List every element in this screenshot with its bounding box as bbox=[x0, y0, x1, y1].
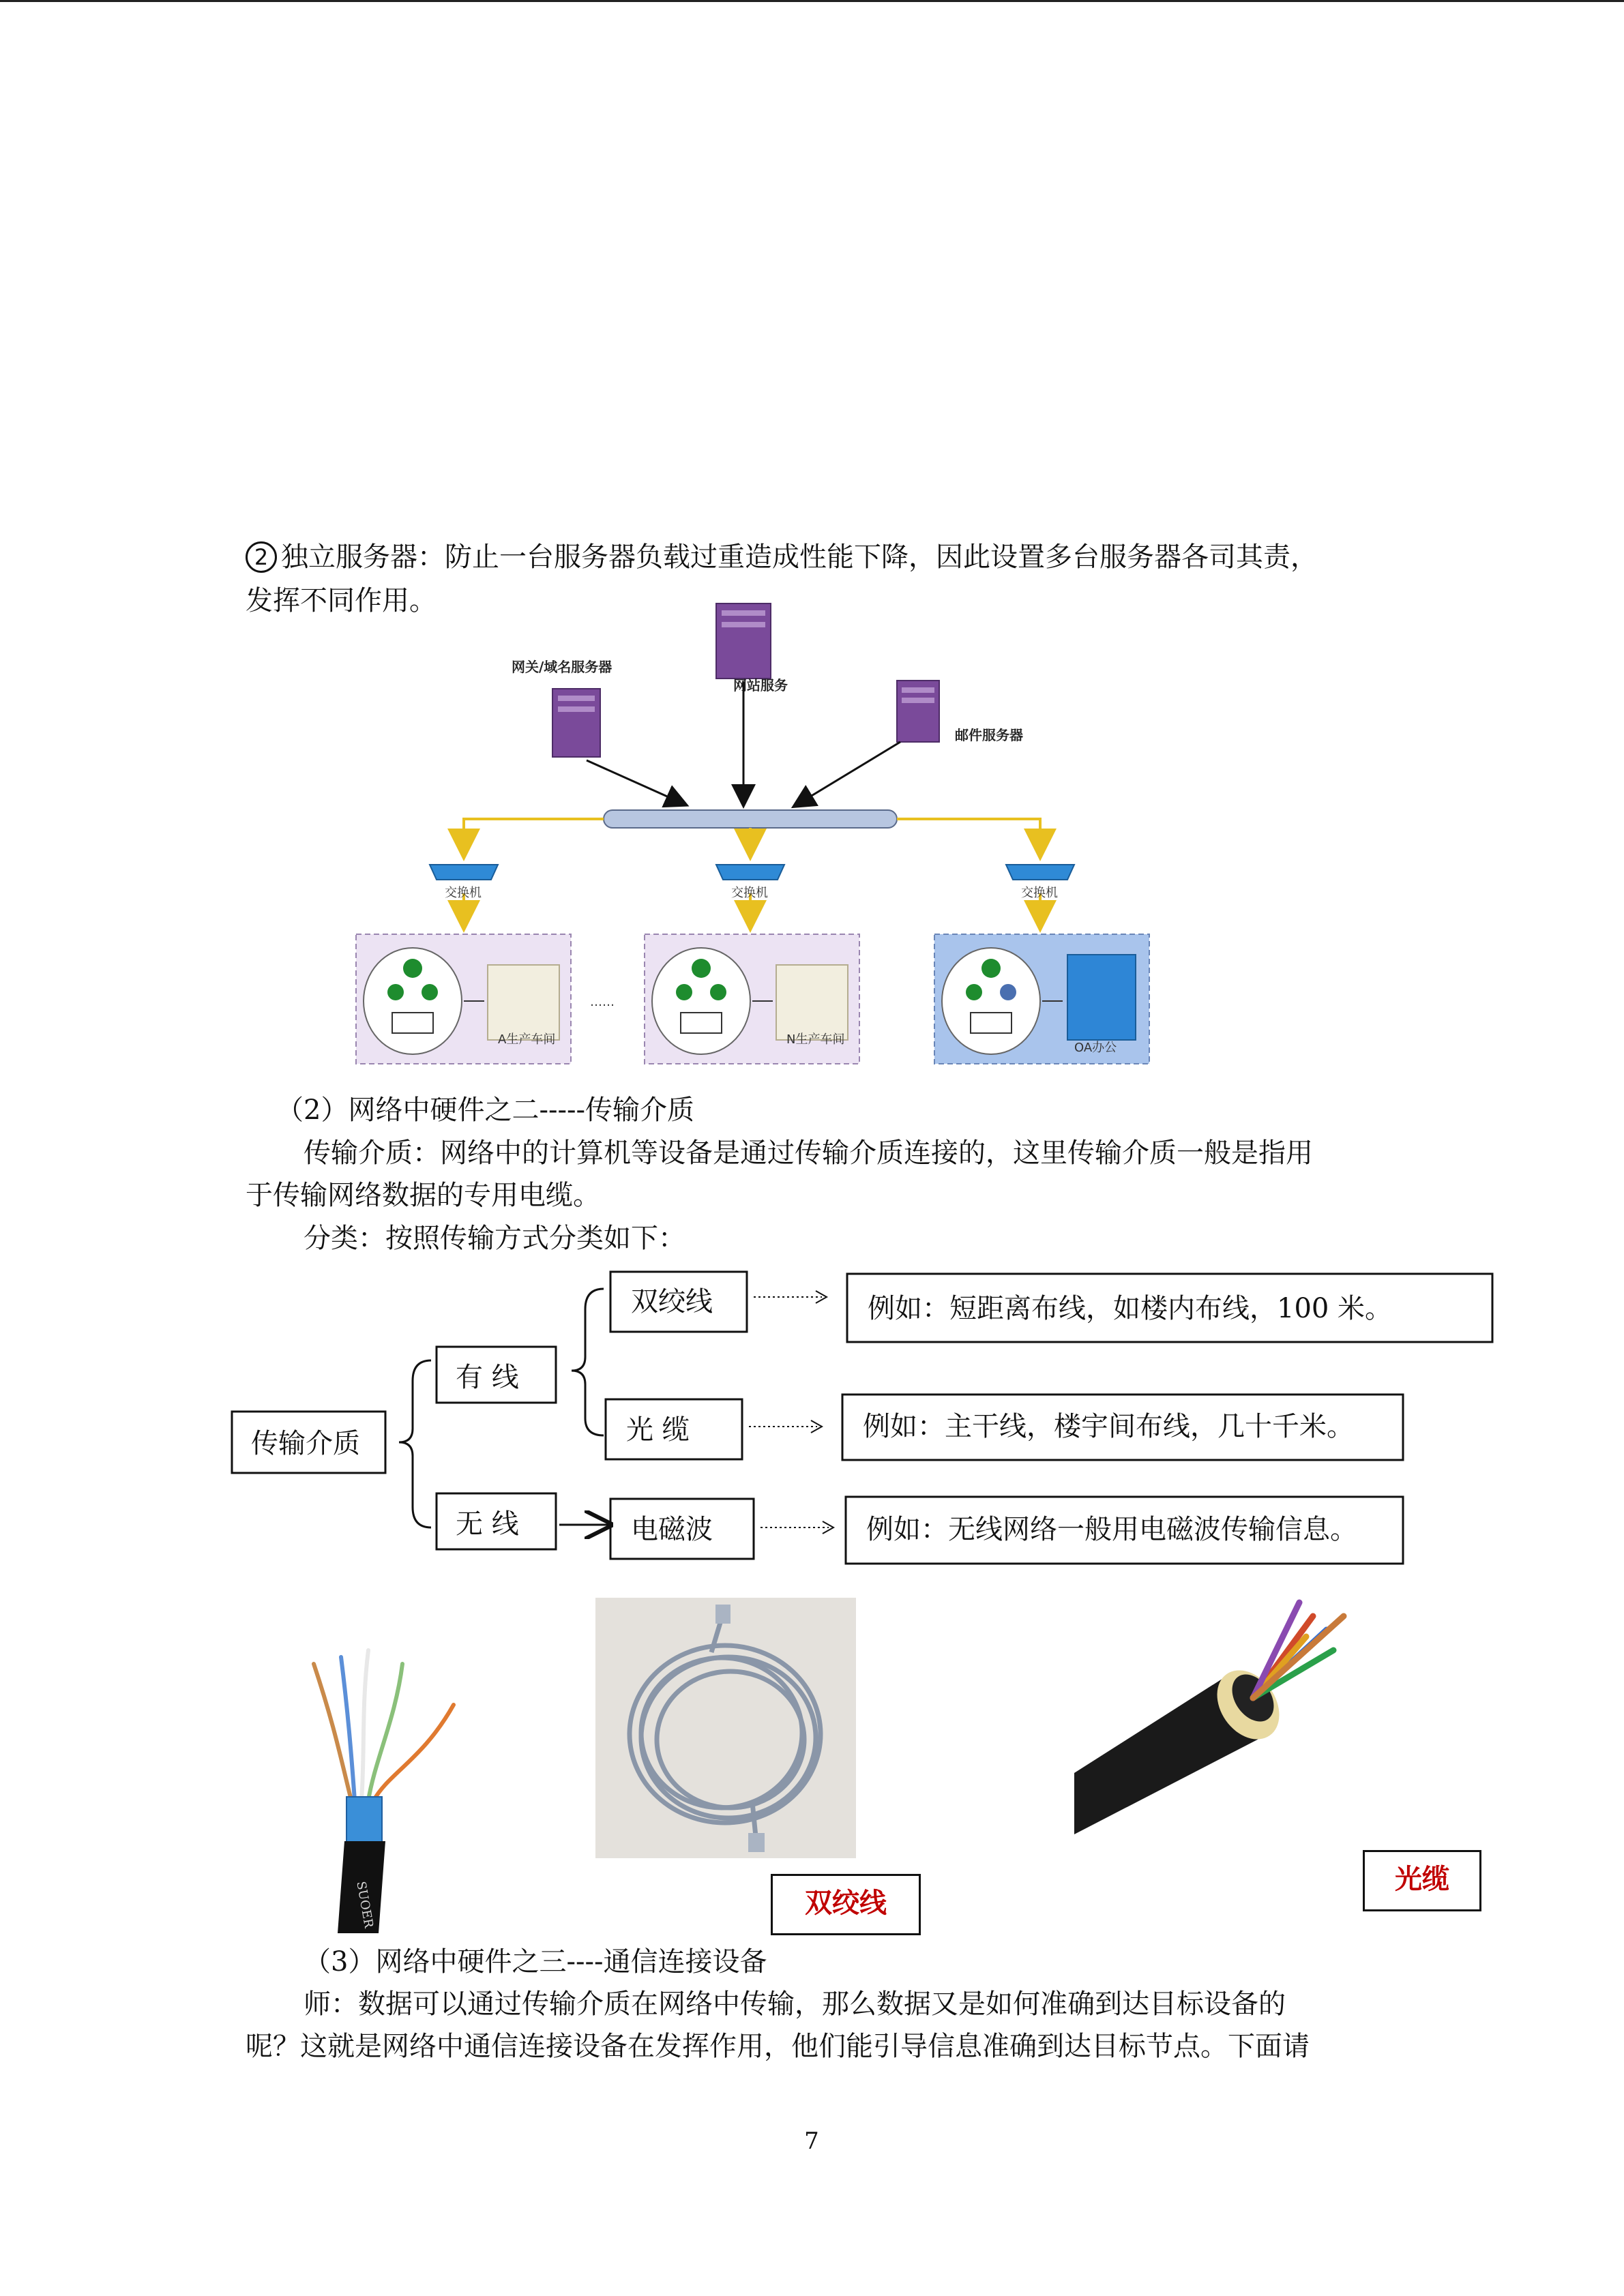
group-oa bbox=[934, 934, 1149, 1064]
switch-icon-2 bbox=[716, 865, 784, 880]
example-wireless-text: 例如：无线网络一般用电磁波传输信息。 bbox=[866, 1514, 1357, 1545]
groups-ellipsis: …… bbox=[590, 995, 615, 1009]
group-a-label: A生产车间 bbox=[498, 1032, 556, 1047]
server-web-label: 网站服务 bbox=[733, 677, 788, 694]
section2-para-line1: 传输介质：网络中的计算机等设备是通过传输介质连接的，这里传输介质一般是指用 bbox=[304, 1137, 1313, 1169]
switch-label-2: 交换机 bbox=[731, 886, 768, 900]
brace-wired bbox=[572, 1289, 604, 1435]
section3-para-line2: 呢？这就是网络中通信连接设备在发挥作用，他们能引导信息准确到达目标节点。下面请 bbox=[246, 2031, 1310, 2062]
twisted-pair-coil-photo bbox=[595, 1598, 856, 1858]
page-number: 7 bbox=[804, 2128, 819, 2155]
section2-classify: 分类：按照传输方式分类如下： bbox=[304, 1223, 685, 1254]
brace-root bbox=[399, 1360, 431, 1527]
fiber-cable-photo bbox=[1074, 1575, 1381, 1834]
server-mail-label: 邮件服务器 bbox=[955, 727, 1023, 743]
arrow-gateway bbox=[587, 760, 685, 805]
server-web-icon bbox=[716, 603, 771, 679]
switch-icon-3 bbox=[1006, 865, 1074, 880]
section2-para-line2: 于传输网络数据的专用电缆。 bbox=[246, 1180, 600, 1211]
section3-heading: （3）网络中硬件之三----通信连接设备 bbox=[304, 1946, 767, 1978]
fiber-label: 光 缆 bbox=[626, 1414, 690, 1446]
arrow-mail bbox=[795, 742, 900, 806]
server-gateway-label: 网关/域名服务器 bbox=[512, 659, 612, 675]
page-top-border bbox=[0, 0, 1624, 2]
section2-heading: （2）网络中硬件之二-----传输介质 bbox=[276, 1094, 695, 1126]
server-para-text1: 独立服务器：防止一台服务器负载过重造成性能下降，因此设置多台服务器各司其责， bbox=[281, 541, 1318, 573]
wired-label: 有 线 bbox=[456, 1362, 519, 1393]
twisted-pair-cable-photo bbox=[293, 1643, 464, 1937]
example-fiber-text: 例如：主干线，楼宇间布线，几十千米。 bbox=[863, 1411, 1354, 1442]
server-mail-icon bbox=[897, 681, 939, 742]
caption-twisted-pair: 双绞线 bbox=[771, 1874, 921, 1935]
switch-label-1: 交换机 bbox=[445, 886, 482, 900]
network-bus bbox=[604, 810, 897, 828]
group-n-label: N生产车间 bbox=[786, 1032, 845, 1047]
circled-number: 2 bbox=[246, 541, 277, 573]
server-gateway-icon bbox=[552, 689, 600, 757]
caption-fiber: 光缆 bbox=[1363, 1850, 1481, 1911]
em-wave-label: 电磁波 bbox=[631, 1514, 713, 1545]
cable-print-text: SUOER bbox=[353, 1880, 376, 1929]
switch-label-3: 交换机 bbox=[1021, 886, 1058, 900]
example-twisted-text: 例如：短距离布线，如楼内布线，100 米。 bbox=[868, 1293, 1393, 1324]
twisted-pair-label: 双绞线 bbox=[631, 1286, 713, 1317]
wireless-label: 无 线 bbox=[456, 1508, 519, 1540]
classification-diagram bbox=[0, 1262, 1624, 1575]
section3-para-line1: 师：数据可以通过传输介质在网络中传输，那么数据又是如何准确到达目标设备的 bbox=[304, 1988, 1286, 2020]
switch-icon-1 bbox=[430, 865, 498, 880]
group-oa-label: OA办公 bbox=[1074, 1041, 1117, 1055]
server-para-line2: 发挥不同作用。 bbox=[246, 585, 437, 616]
server-para-line1 bbox=[246, 536, 1318, 578]
network-diagram bbox=[341, 593, 1228, 1071]
root-label: 传输介质 bbox=[251, 1428, 360, 1459]
